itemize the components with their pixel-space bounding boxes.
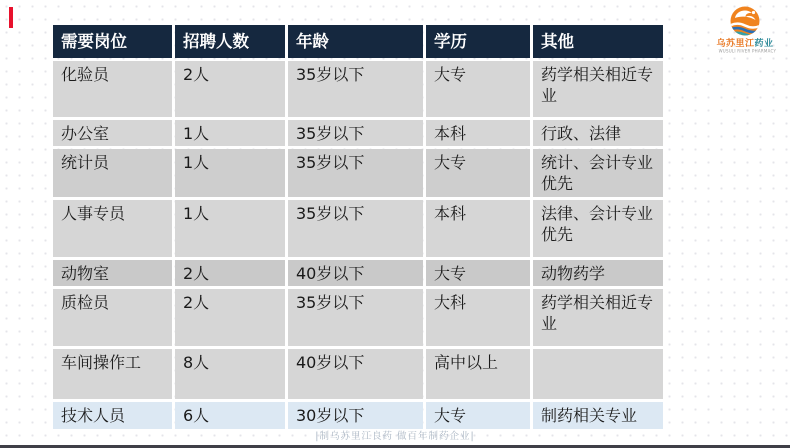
cell-headcount: 8人 (175, 349, 285, 399)
cell-position: 动物室 (53, 260, 172, 286)
cell-education: 大科 (426, 289, 530, 346)
recruitment-table (50, 22, 666, 432)
table-row (53, 61, 663, 117)
cell-education: 大专 (426, 260, 530, 286)
logo-company-name: 乌苏里江药业 (716, 39, 774, 49)
cell-other: 行政、法律 (533, 120, 663, 146)
table-row (53, 120, 663, 146)
cell-other: 制药相关专业 (533, 402, 663, 429)
cell-headcount: 1人 (175, 120, 285, 146)
cell-age: 35岁以下 (288, 120, 423, 146)
cell-other: 统计、会计专业优先 (533, 149, 663, 197)
logo-wave-sun-icon (717, 5, 773, 39)
cell-headcount: 2人 (175, 260, 285, 286)
cell-position: 化验员 (53, 61, 172, 117)
cell-position: 质检员 (53, 289, 172, 346)
cell-position: 统计员 (53, 149, 172, 197)
cell-position: 车间操作工 (53, 349, 172, 399)
cell-age: 35岁以下 (288, 289, 423, 346)
cell-education: 大专 (426, 402, 530, 429)
company-logo (712, 5, 778, 55)
cell-age: 35岁以下 (288, 200, 423, 257)
table-row (53, 402, 663, 429)
cell-other (533, 349, 663, 399)
cell-education: 本科 (426, 200, 530, 257)
cell-headcount: 1人 (175, 149, 285, 197)
col-header-position: 需要岗位 (53, 25, 172, 58)
cell-position: 办公室 (53, 120, 172, 146)
cell-headcount: 1人 (175, 200, 285, 257)
col-header-headcount: 招聘人数 (175, 25, 285, 58)
table-row (53, 289, 663, 346)
cell-headcount: 2人 (175, 61, 285, 117)
cell-other: 动物药学 (533, 260, 663, 286)
cell-position: 人事专员 (53, 200, 172, 257)
table-row (53, 149, 663, 197)
cell-education: 大专 (426, 61, 530, 117)
cell-education: 本科 (426, 120, 530, 146)
table-header-row (53, 25, 663, 58)
cell-other: 药学相关相近专业 (533, 289, 663, 346)
table-row (53, 260, 663, 286)
cell-other: 药学相关相近专业 (533, 61, 663, 117)
logo-company-subtitle: WUSULI RIVER PHARMACY (718, 49, 777, 54)
cell-age: 40岁以下 (288, 260, 423, 286)
table-row (53, 200, 663, 257)
cell-headcount: 6人 (175, 402, 285, 429)
col-header-age: 年龄 (288, 25, 423, 58)
cell-age: 40岁以下 (288, 349, 423, 399)
cell-other: 法律、会计专业优先 (533, 200, 663, 257)
cell-education: 高中以上 (426, 349, 530, 399)
footer-slogan: |制乌苏里江良药 做百年制药企业| (315, 431, 475, 442)
cell-age: 35岁以下 (288, 61, 423, 117)
col-header-education: 学历 (426, 25, 530, 58)
cell-position: 技术人员 (53, 402, 172, 429)
cell-headcount: 2人 (175, 289, 285, 346)
col-header-other: 其他 (533, 25, 663, 58)
red-accent-bar (9, 7, 13, 28)
cell-age: 35岁以下 (288, 149, 423, 197)
cell-education: 大专 (426, 149, 530, 197)
table-row (53, 349, 663, 399)
cell-age: 30岁以下 (288, 402, 423, 429)
